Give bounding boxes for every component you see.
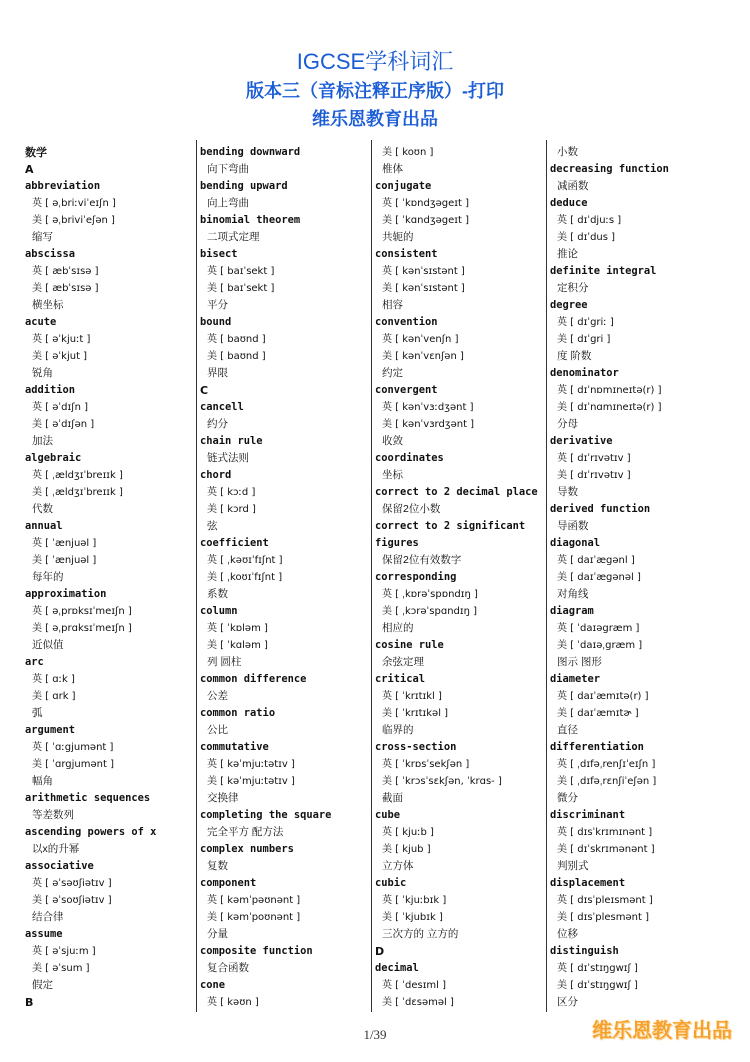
term-heading: ascending powers of x	[25, 826, 157, 838]
uk-pronunciation: 英 [ ˈænjuəl ]	[32, 538, 97, 549]
chinese-meaning: 界限	[207, 367, 228, 379]
chinese-meaning: 复数	[207, 860, 228, 872]
term-heading: corresponding	[375, 571, 457, 583]
chinese-meaning: 约定	[382, 367, 403, 379]
us-pronunciation: 美 [ kənˈvɜrdʒənt ]	[382, 419, 475, 430]
uk-pronunciation: 英 [ kənˈvɜːdʒənt ]	[382, 402, 474, 413]
us-pronunciation: 美 [ kɔrd ]	[207, 504, 256, 515]
uk-pronunciation: 英 [ ɑːk ]	[32, 674, 75, 685]
term-heading: binomial theorem	[200, 214, 301, 226]
us-pronunciation: 美 [ kəmˈpoʊnənt ]	[207, 912, 301, 923]
column-divider	[546, 140, 547, 1012]
us-pronunciation: 美 [ ˈdɛsəməl ]	[382, 997, 454, 1008]
term-heading: chord	[200, 469, 232, 481]
uk-pronunciation: 英 [ ˈkɒləm ]	[207, 623, 268, 634]
term-heading: abbreviation	[25, 180, 101, 192]
term-heading: derived function	[550, 503, 651, 515]
uk-pronunciation: 英 [ ˈkrɪtɪkl ]	[382, 691, 442, 702]
term-heading: degree	[550, 299, 588, 311]
uk-pronunciation: 英 [ daɪˈæmɪtə(r) ]	[557, 691, 649, 702]
chinese-meaning: 链式法则	[207, 452, 249, 464]
us-pronunciation: 美 [ ˈkjubɪk ]	[382, 912, 443, 923]
letter-heading: B	[25, 996, 34, 1009]
chinese-meaning: 交换律	[207, 792, 239, 804]
us-pronunciation: 美 [ ˈɑrgjumənt ]	[32, 759, 114, 770]
us-pronunciation: 美 [ ˌkoʊɪˈfɪʃnt ]	[207, 572, 283, 583]
chinese-meaning: 坐标	[382, 469, 403, 481]
term-heading: bisect	[200, 248, 238, 260]
term-heading: bound	[200, 316, 232, 328]
column-2	[200, 144, 366, 1011]
chinese-meaning: 判别式	[557, 860, 589, 872]
uk-pronunciation: 英 [ əˈdɪʃn ]	[32, 402, 89, 413]
chinese-meaning: 度 阶数	[557, 350, 592, 362]
uk-pronunciation: 英 [ ˈkjuːbɪk ]	[382, 895, 447, 906]
uk-pronunciation: 英 [ kɔːd ]	[207, 487, 256, 498]
uk-pronunciation: 英 [ baʊnd ]	[207, 334, 266, 345]
term-heading: differentiation	[550, 741, 644, 753]
chinese-meaning: 直径	[557, 724, 578, 736]
us-pronunciation: 美 [ ˈænjuəl ]	[32, 555, 97, 566]
term-heading: consistent	[375, 248, 438, 260]
chinese-meaning: 每年的	[32, 571, 64, 583]
us-pronunciation: 美 [ ˌkɔrəˈspɑndɪŋ ]	[382, 606, 478, 617]
us-pronunciation: 美 [ ˈkrɔsˈsɛkʃən, ˈkrɑs- ]	[382, 776, 502, 787]
term-heading: distinguish	[550, 945, 619, 957]
us-pronunciation: 美 [ dɪˈrɪvətɪv ]	[557, 470, 631, 481]
uk-pronunciation: 英 [ dɪˈgriː ]	[557, 317, 614, 328]
term-heading: component	[200, 877, 257, 889]
uk-pronunciation: 英 [ daɪˈægənl ]	[557, 555, 635, 566]
term-heading: displacement	[550, 877, 626, 889]
term-heading: deduce	[550, 197, 588, 209]
us-pronunciation: 美 [ baʊnd ]	[207, 351, 266, 362]
term-heading: diagonal	[550, 537, 601, 549]
section-heading: 数学	[25, 146, 47, 159]
chinese-meaning: 完全平方 配方法	[207, 826, 284, 838]
term-heading: acute	[25, 316, 57, 328]
chinese-meaning: 推论	[557, 248, 578, 260]
chinese-meaning: 分母	[557, 418, 578, 430]
us-pronunciation: 美 [ kənˈvɛnʃən ]	[382, 351, 464, 362]
document-subtitle: 版本三（音标注释正序版）-打印	[246, 81, 504, 101]
uk-pronunciation: 英 [ dɪˈstɪŋgwɪʃ ]	[557, 963, 638, 974]
publisher-line: 维乐恩教育出品	[312, 109, 438, 129]
us-pronunciation: 美 [ əˈdɪʃən ]	[32, 419, 95, 430]
chinese-meaning: 减函数	[557, 180, 589, 192]
term-heading: cosine rule	[375, 639, 444, 651]
us-pronunciation: 美 [ əˈsum ]	[32, 963, 90, 974]
us-pronunciation: 美 [ kənˈsɪstənt ]	[382, 283, 465, 294]
chinese-meaning: 近似值	[32, 639, 64, 651]
us-pronunciation: 美 [ ˌældʒɪˈbreɪɪk ]	[32, 487, 123, 498]
term-heading: bending downward	[200, 146, 301, 158]
chinese-meaning: 缩写	[32, 231, 53, 243]
uk-pronunciation: 英 [ əˌbriːviˈeɪʃn ]	[32, 198, 116, 209]
uk-pronunciation: 英 [ kənˈvenʃn ]	[382, 334, 459, 345]
us-pronunciation: 美 [ ɑrk ]	[32, 691, 76, 702]
term-heading: coordinates	[375, 452, 444, 464]
term-heading: cone	[200, 979, 226, 991]
term-heading: convergent	[375, 384, 438, 396]
us-pronunciation: 美 [ dɪˈgri ]	[557, 334, 611, 345]
document-title: IGCSE学科词汇	[296, 49, 454, 74]
uk-pronunciation: 英 [ ˌældʒɪˈbreɪɪk ]	[32, 470, 123, 481]
chinese-meaning: 导函数	[557, 520, 589, 532]
us-pronunciation: 美 [ ˈkrɪtɪkəl ]	[382, 708, 449, 719]
publisher-watermark: 维乐恩教育出品	[592, 1020, 732, 1042]
us-pronunciation: 美 [ əˈsoʊʃiətɪv ]	[32, 895, 112, 906]
us-pronunciation: 美 [ dɪˈdus ]	[557, 232, 616, 243]
chinese-meaning: 加法	[32, 435, 53, 447]
term-heading: assume	[25, 928, 63, 940]
term-heading: cancell	[200, 401, 244, 413]
uk-pronunciation: 英 [ əˈsjuːm ]	[32, 946, 96, 957]
term-heading: addition	[25, 384, 76, 396]
term-heading: associative	[25, 860, 94, 872]
column-divider	[196, 140, 197, 1012]
uk-pronunciation: 英 [ dɪˈdjuːs ]	[557, 215, 622, 226]
uk-pronunciation: 英 [ kəʊn ]	[207, 997, 259, 1008]
us-pronunciation: 美 [ əˌprɑksɪˈmeɪʃn ]	[32, 623, 132, 634]
uk-pronunciation: 英 [ dɪˈrɪvətɪv ]	[557, 453, 631, 464]
us-pronunciation: 美 [ əˈkjut ]	[32, 351, 88, 362]
uk-pronunciation: 英 [ ˌdɪfəˌrenʃɪˈeɪʃn ]	[557, 759, 656, 770]
us-pronunciation: 美 [ koʊn ]	[382, 147, 434, 158]
uk-pronunciation: 英 [ dɪsˈpleɪsmənt ]	[557, 895, 653, 906]
term-heading: chain rule	[200, 435, 263, 447]
chinese-meaning: 相容	[382, 299, 403, 311]
chinese-meaning: 区分	[557, 996, 578, 1008]
uk-pronunciation: 英 [ ˈkrɒsˈsekʃən ]	[382, 759, 470, 770]
chinese-meaning: 对角线	[557, 588, 589, 600]
uk-pronunciation: 英 [ dɪsˈkrɪmɪnənt ]	[557, 827, 653, 838]
term-heading: completing the square	[200, 809, 332, 821]
chinese-meaning: 椎体	[382, 163, 403, 175]
uk-pronunciation: 英 [ æbˈsɪsə ]	[32, 266, 99, 277]
term-heading: common ratio	[200, 707, 276, 719]
uk-pronunciation: 英 [ ˈdesɪml ]	[382, 980, 447, 991]
term-heading: diagram	[550, 605, 594, 617]
term-heading: derivative	[550, 435, 613, 447]
us-pronunciation: 美 [ ˈdaɪəˌgræm ]	[557, 640, 643, 651]
uk-pronunciation: 英 [ əˌprɒksɪˈmeɪʃn ]	[32, 606, 132, 617]
term-heading: critical	[375, 673, 426, 685]
uk-pronunciation: 英 [ əˈsəʊʃiətɪv ]	[32, 878, 112, 889]
chinese-meaning: 公比	[207, 724, 228, 736]
us-pronunciation: 美 [ dɪˈnɑmɪneɪtə(r) ]	[557, 402, 662, 413]
chinese-meaning: 系数	[207, 588, 228, 600]
us-pronunciation: 美 [ ˈkɑləm ]	[207, 640, 268, 651]
chinese-meaning: 复合函数	[207, 962, 249, 974]
us-pronunciation: 美 [ dɪˈskrɪmənənt ]	[557, 844, 655, 855]
chinese-meaning: 二项式定理	[207, 231, 260, 243]
chinese-meaning: 向上弯曲	[207, 197, 249, 209]
term-heading: decreasing function	[550, 163, 669, 175]
uk-pronunciation: 英 [ kənˈsɪstənt ]	[382, 266, 465, 277]
us-pronunciation: 美 [ dɪsˈplesmənt ]	[557, 912, 650, 923]
us-pronunciation: 美 [ baɪˈsekt ]	[207, 283, 275, 294]
uk-pronunciation: 英 [ kjuːb ]	[382, 827, 434, 838]
chinese-meaning: 锐角	[32, 367, 53, 379]
chinese-meaning: 假定	[32, 979, 53, 991]
uk-pronunciation: 英 [ kəˈmjuːtətɪv ]	[207, 759, 295, 770]
us-pronunciation: 美 [ kəˈmjuːtətɪv ]	[207, 776, 295, 787]
uk-pronunciation: 英 [ kəmˈpəʊnənt ]	[207, 895, 301, 906]
chinese-meaning: 截面	[382, 792, 403, 804]
uk-pronunciation: 英 [ ˈɑːgjumənt ]	[32, 742, 114, 753]
us-pronunciation: 美 [ ˈkɑndʒəgeɪt ]	[382, 215, 469, 226]
chinese-meaning: 以x的升幂	[32, 843, 80, 855]
term-heading: algebraic	[25, 452, 82, 464]
term-heading: composite function	[200, 945, 313, 957]
uk-pronunciation: 英 [ ˈkɒndʒəgeɪt ]	[382, 198, 469, 209]
chinese-meaning: 幅角	[32, 775, 53, 787]
us-pronunciation: 美 [ kjub ]	[382, 844, 431, 855]
term-heading: correct to 2 decimal place	[375, 486, 538, 498]
term-heading: denominator	[550, 367, 619, 379]
chinese-meaning: 代数	[32, 503, 53, 515]
term-heading: conjugate	[375, 180, 432, 192]
chinese-meaning: 约分	[207, 418, 228, 430]
chinese-meaning: 微分	[557, 792, 578, 804]
term-heading: column	[200, 605, 238, 617]
chinese-meaning: 弧	[32, 707, 43, 719]
term-heading: abscissa	[25, 248, 76, 260]
term-heading: commutative	[200, 741, 269, 753]
uk-pronunciation: 英 [ baɪˈsekt ]	[207, 266, 275, 277]
chinese-meaning: 公差	[207, 690, 228, 702]
chinese-meaning: 平分	[207, 299, 228, 311]
term-heading: arithmetic sequences	[25, 792, 151, 804]
chinese-meaning: 三次方的 立方的	[382, 928, 459, 940]
term-heading: correct to 2 significant figures	[375, 520, 526, 549]
us-pronunciation: 美 [ daɪˈægənəl ]	[557, 572, 641, 583]
chinese-meaning: 立方体	[382, 860, 414, 872]
term-heading: bending upward	[200, 180, 288, 192]
chinese-meaning: 共轭的	[382, 231, 414, 243]
us-pronunciation: 美 [ əˌbriviˈeʃən ]	[32, 215, 115, 226]
term-heading: common difference	[200, 673, 307, 685]
column-3	[375, 144, 543, 1011]
page-number: 1/39	[363, 1027, 387, 1042]
term-heading: complex numbers	[200, 843, 294, 855]
term-heading: cube	[375, 809, 401, 821]
column-4	[550, 144, 725, 1011]
term-heading: cross-section	[375, 741, 457, 753]
chinese-meaning: 位移	[557, 928, 578, 940]
chinese-meaning: 弦	[207, 520, 218, 532]
chinese-meaning: 横坐标	[32, 299, 64, 311]
chinese-meaning: 临界的	[382, 724, 414, 736]
term-heading: definite integral	[550, 265, 657, 277]
us-pronunciation: 美 [ æbˈsɪsə ]	[32, 283, 99, 294]
uk-pronunciation: 英 [ ˌkəʊɪˈfɪʃnt ]	[207, 555, 283, 566]
term-heading: decimal	[375, 962, 419, 974]
chinese-meaning: 图示 图形	[557, 656, 602, 668]
uk-pronunciation: 英 [ dɪˈnɒmɪneɪtə(r) ]	[557, 385, 662, 396]
chinese-meaning: 等差数列	[32, 809, 74, 821]
chinese-meaning: 导数	[557, 486, 578, 498]
chinese-meaning: 向下弯曲	[207, 163, 249, 175]
term-heading: convention	[375, 316, 438, 328]
term-heading: arc	[25, 656, 44, 668]
term-heading: cubic	[375, 877, 407, 889]
uk-pronunciation: 英 [ ˌkɒrəˈspɒndɪŋ ]	[382, 589, 478, 600]
chinese-meaning: 定积分	[557, 282, 589, 294]
term-heading: diameter	[550, 673, 601, 685]
term-heading: coefficient	[200, 537, 269, 549]
uk-pronunciation: 英 [ ˈdaɪəgræm ]	[557, 623, 640, 634]
column-1	[25, 144, 193, 1011]
chinese-meaning: 保留2位小数	[382, 503, 441, 515]
us-pronunciation: 美 [ dɪˈstɪŋgwɪʃ ]	[557, 980, 638, 991]
chinese-meaning: 余弦定理	[382, 656, 424, 668]
chinese-meaning: 分量	[207, 928, 228, 940]
chinese-meaning: 结合律	[32, 911, 64, 923]
letter-heading: C	[200, 384, 209, 397]
us-pronunciation: 美 [ daɪˈæmɪtɚ ]	[557, 708, 639, 719]
letter-heading: A	[25, 163, 34, 176]
term-heading: discriminant	[550, 809, 626, 821]
term-heading: annual	[25, 520, 63, 532]
column-divider	[371, 140, 372, 1012]
term-heading: approximation	[25, 588, 107, 600]
us-pronunciation: 美 [ ˌdɪfəˌrɛnʃiˈeʃən ]	[557, 776, 657, 787]
chinese-meaning: 列 圆柱	[207, 656, 242, 668]
chinese-meaning: 保留2位有效数字	[382, 554, 462, 566]
chinese-meaning: 收敛	[382, 435, 403, 447]
term-heading: argument	[25, 724, 76, 736]
letter-heading: D	[375, 945, 385, 958]
chinese-meaning: 相应的	[382, 622, 414, 634]
uk-pronunciation: 英 [ əˈkjuːt ]	[32, 334, 91, 345]
chinese-meaning: 小数	[557, 146, 578, 158]
